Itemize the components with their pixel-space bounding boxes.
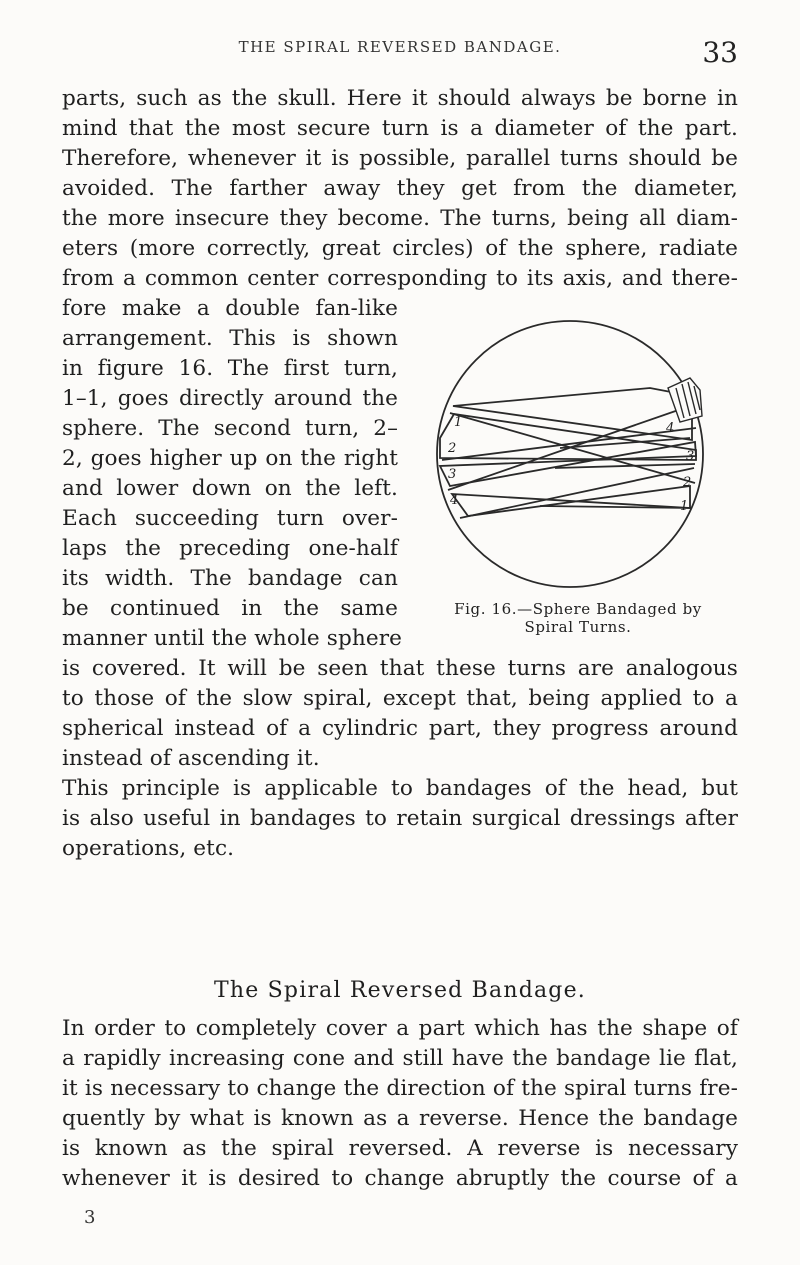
section-heading: The Spiral Reversed Bandage. bbox=[214, 978, 586, 1003]
text-line: the more insecure they become. The turns, being all diam- bbox=[62, 206, 738, 231]
text-line: a rapidly increasing cone and still have the bandage lie flat, bbox=[62, 1046, 738, 1071]
text-line: is known as the spiral reversed. A reverse is necessary bbox=[62, 1136, 738, 1161]
text-line: Each succeeding turn over- bbox=[62, 506, 398, 531]
turn-label-left: 4 bbox=[450, 493, 459, 508]
figure-caption: Spiral Turns. bbox=[524, 618, 632, 636]
text-line: 2, goes higher up on the right bbox=[62, 446, 398, 471]
text-line: laps the preceding one-half bbox=[62, 536, 398, 561]
text-line: parts, such as the skull. Here it should always be borne in bbox=[62, 86, 738, 111]
text-line: be continued in the same bbox=[62, 596, 398, 621]
text-line: mind that the most secure turn is a diameter of the part. bbox=[62, 116, 738, 141]
text-line: and lower down on the left. bbox=[62, 476, 398, 501]
turn-label-right: 4 bbox=[666, 421, 675, 436]
text-line: whenever it is desired to change abruptly the course of a bbox=[62, 1166, 738, 1191]
text-line: avoided. The farther away they get from the diameter, bbox=[62, 176, 738, 201]
text-line: to those of the slow spiral, except that, being applied to a bbox=[62, 686, 738, 711]
figure-caption: Fig. 16.—Sphere Bandaged by bbox=[454, 600, 702, 618]
text-line: In order to completely cover a part which has the shape of bbox=[62, 1016, 738, 1041]
signature-mark: 3 bbox=[84, 1207, 96, 1228]
text-line: 1–1, goes directly around the bbox=[62, 386, 398, 411]
text-line: spherical instead of a cylindric part, they progress around bbox=[62, 716, 738, 741]
turn-label-right: 3 bbox=[686, 449, 695, 464]
turn-label-left: 2 bbox=[448, 441, 457, 456]
turn-label-left: 1 bbox=[454, 415, 463, 430]
sphere-bandage-figure bbox=[400, 318, 742, 598]
text-line: is covered. It will be seen that these turns are analogous bbox=[62, 656, 738, 681]
text-line: operations, etc. bbox=[62, 836, 235, 861]
text-line: its width. The bandage can bbox=[62, 566, 398, 591]
text-line: sphere. The second turn, 2– bbox=[62, 416, 398, 441]
text-line: is also useful in bandages to retain surgical dressings after bbox=[62, 806, 738, 831]
text-line: instead of ascending it. bbox=[62, 746, 320, 771]
turn-label-right: 1 bbox=[680, 499, 689, 514]
text-line: in figure 16. The first turn, bbox=[62, 356, 398, 381]
text-line: manner until the whole sphere bbox=[62, 626, 403, 651]
text-line: arrangement. This is shown bbox=[62, 326, 398, 351]
text-line: eters (more correctly, great circles) of the sphere, radiate bbox=[62, 236, 738, 261]
turn-label-left: 3 bbox=[448, 467, 457, 482]
text-line: This principle is applicable to bandages of the head, but bbox=[62, 776, 738, 801]
text-line: it is necessary to change the direction of the spiral turns fre- bbox=[62, 1076, 738, 1101]
turn-label-right: 2 bbox=[683, 475, 692, 490]
text-line: from a common center corresponding to its axis, and there- bbox=[62, 266, 738, 291]
page-number: 33 bbox=[702, 36, 738, 69]
text-line: fore make a double fan-like bbox=[62, 296, 398, 321]
running-head: THE SPIRAL REVERSED BANDAGE. bbox=[238, 38, 562, 56]
text-line: Therefore, whenever it is possible, parallel turns should be bbox=[62, 146, 738, 171]
text-line: quently by what is known as a reverse. Hence the bandage bbox=[62, 1106, 738, 1131]
